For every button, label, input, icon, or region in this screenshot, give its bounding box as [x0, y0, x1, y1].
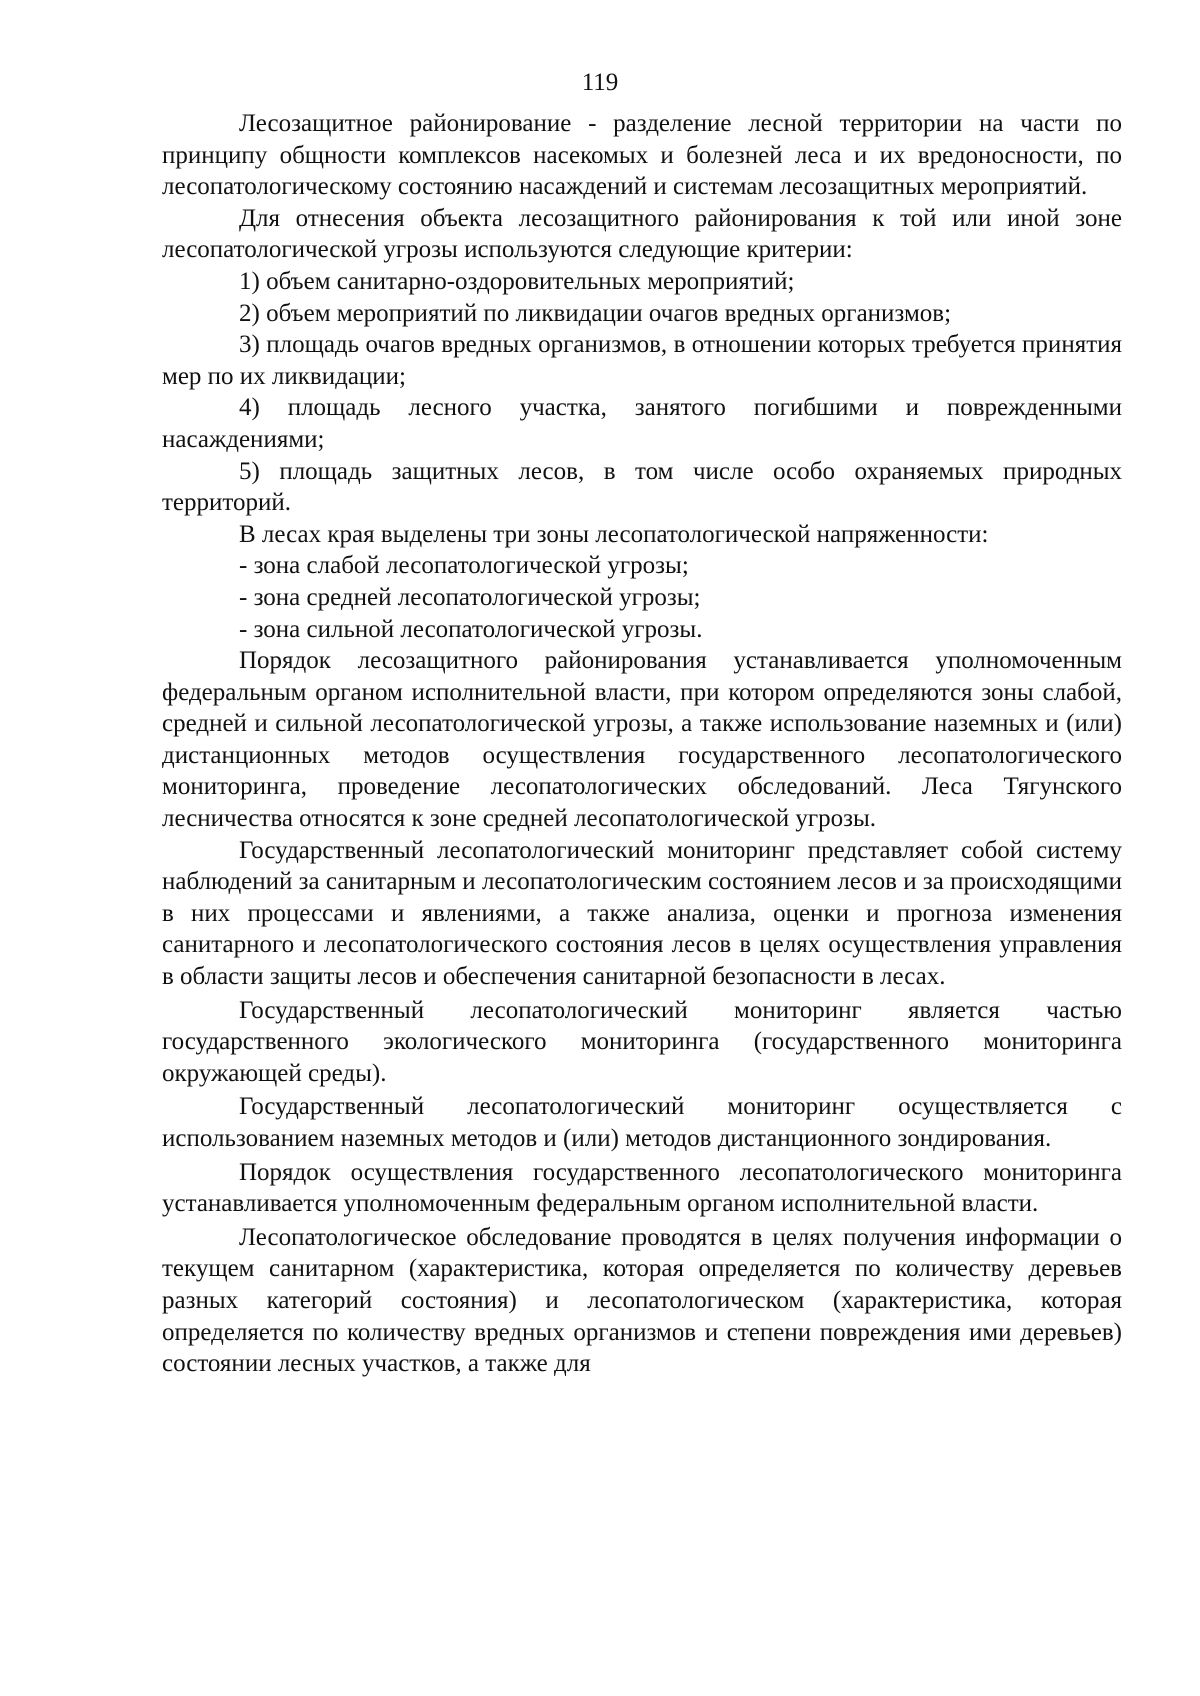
criteria-item-2: 2) объем мероприятий по ликвидации очагов вредных организмов; — [239, 299, 952, 327]
paragraph-monitoring-methods: Государственный лесопатологический мониторинг осуществляется с использованием наземных методов и (или) методов дистанционного зондирования. — [162, 1093, 1122, 1152]
document-body — [162, 108, 1122, 1380]
criteria-item-4: 4) площадь лесного участка, занятого погибшими и поврежденными насаждениями; — [162, 394, 1122, 453]
paragraph-monitoring-part: Государственный лесопатологический мониторинг является частью государственного экологического мониторинга (государственного мониторинга окружающей среды). — [162, 996, 1122, 1087]
zone-item-weak: - зона слабой лесопатологической угрозы; — [239, 552, 689, 580]
paragraph-criteria-intro: Для отнесения объекта лесозащитного районирования к той или иной зоне лесопатологической угрозы используются следующие критерии: — [162, 204, 1122, 264]
criteria-item-1: 1) объем санитарно-оздоровительных мероприятий; — [239, 267, 795, 295]
paragraph-zoning-procedure: Порядок лесозащитного районирования устанавливается уполномоченным федеральным органом исполнительной власти, при котором определяются зоны слабой, средней и сильной лесопатологической угрозы, а также использование наземных и (или) дистанционных методов осуществления государственного лесопатологического мониторинга, проведение лесопатологических обследований. Леса Тягунского лесничества относятся к зоне средней лесопатологической угрозы. — [162, 647, 1122, 833]
criteria-item-3: 3) площадь очагов вредных организмов, в отношении которых требуется принятия мер по их ликвидации; — [162, 331, 1122, 390]
zone-item-medium: - зона средней лесопатологической угрозы; — [239, 583, 701, 611]
paragraph-monitoring-definition: Государственный лесопатологический мониторинг представляет собой систему наблюдений за санитарным и лесопатологическим состоянием лесов и за происходящими в них процессами и явлениями, а также анализа, оценки и прогноза изменения санитарного и лесопатологического состояния лесов в целях осуществления управления в области защиты лесов и обеспечения санитарной безопасности в лесах. — [162, 836, 1122, 991]
paragraph-survey: Лесопатологическое обследование проводятся в целях получения информации о текущем санитарном (характеристика, которая определяется по количеству деревьев разных категорий состояния) и лесопатологическом (характеристика, которая определяется по количеству вредных организмов и степени повреждения ими деревьев) состоянии лесных участков, а также для — [162, 1223, 1122, 1378]
page-number: 119 — [581, 69, 619, 96]
zone-item-strong: - зона сильной лесопатологической угрозы. — [239, 615, 703, 643]
criteria-item-5: 5) площадь защитных лесов, в том числе особо охраняемых природных территорий. — [162, 457, 1122, 517]
paragraph-definition: Лесозащитное районирование - разделение лесной территории на части по принципу общности комплексов насекомых и болезней леса и их вредоносности, по лесопатологическому состоянию насаждений и системам лесозащитных мероприятий. — [162, 110, 1122, 201]
paragraph-zones-intro: В лесах края выделены три зоны лесопатологической напряженности: — [239, 520, 989, 548]
paragraph-monitoring-procedure: Порядок осуществления государственного лесопатологического мониторинга устанавливается уполномоченным федеральным органом исполнительной власти. — [162, 1158, 1122, 1218]
